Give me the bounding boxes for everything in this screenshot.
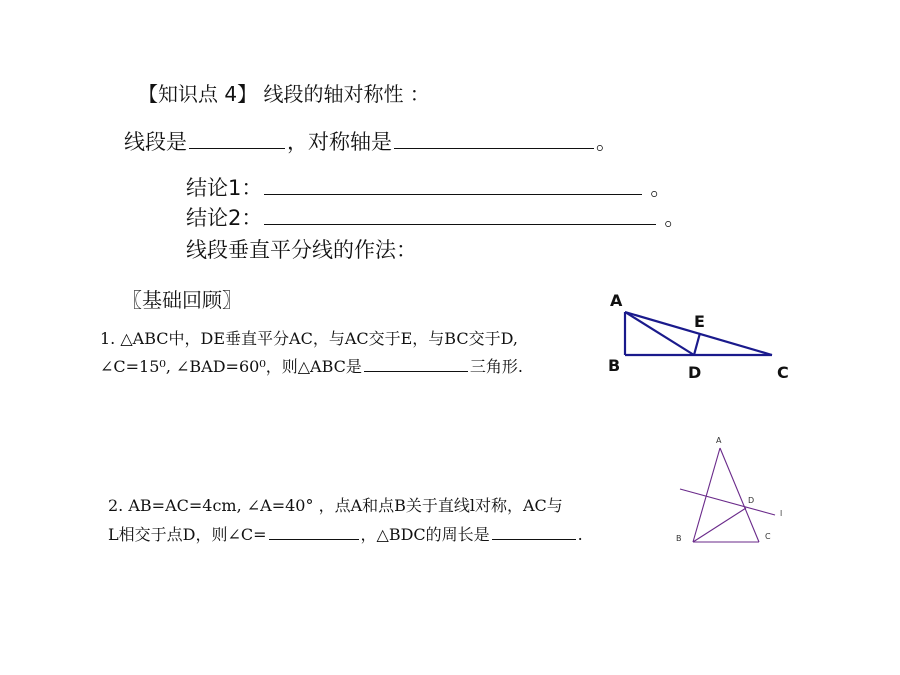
segment-line-part1: 线段是 [124, 130, 187, 154]
conclusion-2 [186, 202, 685, 232]
figure-2-triangle [668, 432, 798, 550]
segment-line-part2: ，对称轴是 [287, 130, 392, 154]
problem-2-line-2 [108, 522, 583, 545]
conclusion-1-end: 。 [650, 176, 672, 200]
label-c: C [777, 363, 789, 382]
label-d: D [748, 496, 755, 505]
blank-segment-is[interactable] [189, 127, 285, 149]
review-heading: 〖基础回顾〗 [122, 288, 242, 312]
label-b: B [676, 534, 682, 543]
problem-2-line-2b: ，△BDC的周长是 [360, 525, 490, 544]
conclusion-1 [186, 172, 671, 202]
problem-2-line-1: 2. AB=AC=4cm, ∠A=40° ，点A和点B关于直线l对称，AC与 [108, 496, 563, 515]
label-a: A [610, 291, 623, 310]
blank-angle-c[interactable] [269, 523, 359, 540]
segment-definition-line [124, 126, 617, 156]
segment-de [694, 333, 700, 355]
conclusion-1-label: 结论1： [186, 176, 263, 200]
blank-triangle-type[interactable] [364, 355, 468, 372]
construction-heading: 线段垂直平分线的作法： [186, 238, 417, 262]
figure-2-lines [680, 448, 775, 542]
blank-conclusion-1[interactable] [264, 173, 642, 195]
blank-conclusion-2[interactable] [264, 203, 656, 225]
problem-1-line-2b: 三角形. [469, 357, 523, 376]
segment-ac [720, 448, 759, 542]
problem-1-line-2a: ∠C=15⁰, ∠BAD=60⁰，则△ABC是 [100, 357, 362, 376]
segment-ad [625, 312, 694, 355]
label-l: l [780, 509, 783, 518]
conclusion-2-end: 。 [664, 206, 686, 230]
label-c: C [765, 532, 771, 541]
blank-axis-is[interactable] [394, 127, 594, 149]
label-a: A [716, 436, 722, 445]
label-d: D [688, 363, 702, 382]
label-e: E [694, 312, 705, 331]
problem-1-line-1: 1. △ABC中，DE垂直平分AC，与AC交于E，与BC交于D, [100, 329, 518, 348]
conclusion-2-label: 结论2： [186, 206, 263, 230]
problem-2-line-2c: . [577, 525, 583, 544]
blank-perimeter[interactable] [492, 523, 576, 540]
segment-line-end: 。 [596, 130, 617, 154]
problem-2-line-2a: L相交于点D，则∠C= [108, 525, 267, 544]
problem-1-line-2 [100, 354, 523, 377]
figure-1-triangle [600, 288, 800, 384]
knowledge-point-title: 【知识点 4】 线段的轴对称性 ： [138, 82, 430, 106]
line-l [680, 489, 775, 515]
label-b: B [608, 356, 621, 375]
